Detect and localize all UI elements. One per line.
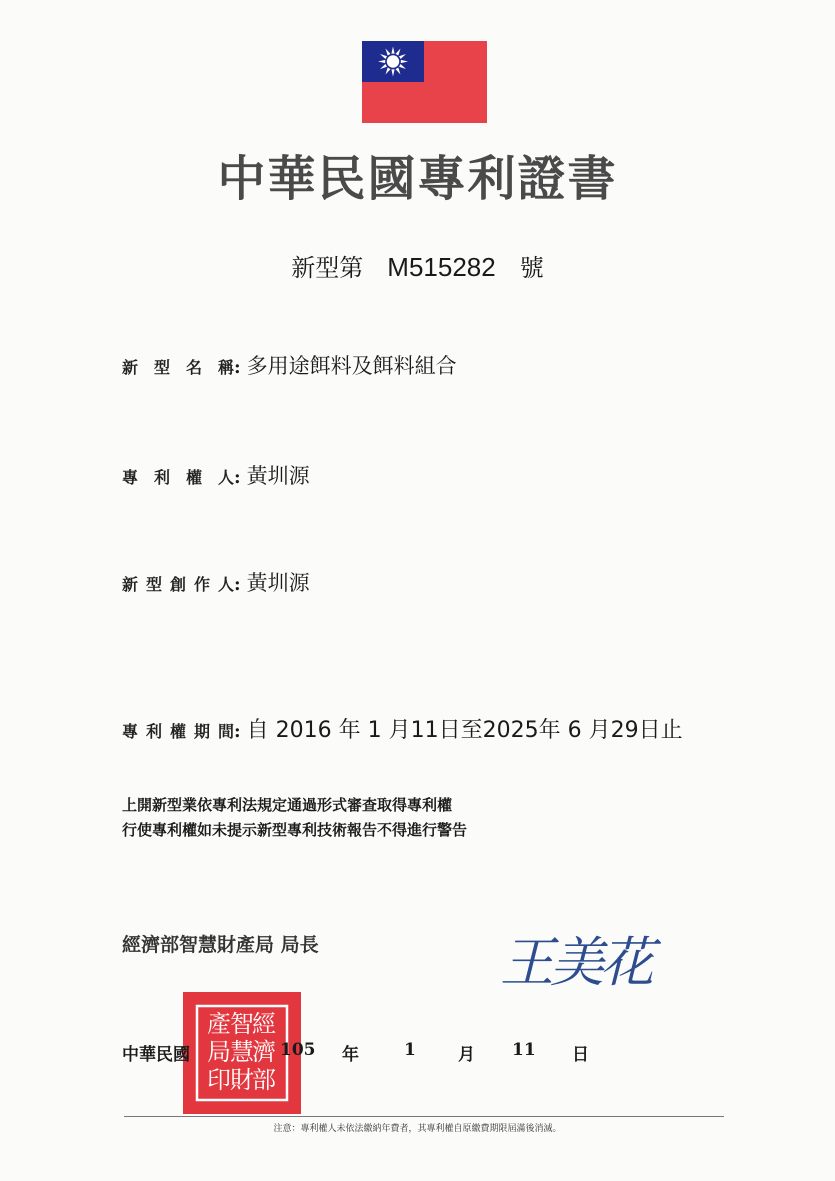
date-day-unit: 日 bbox=[572, 1045, 589, 1065]
date-month-unit: 月 bbox=[458, 1045, 475, 1065]
field-value: 自 2016 年 1 月11日至2025年 6 月29日止 bbox=[246, 718, 683, 743]
issuing-authority: 經濟部智慧財產局 局長 bbox=[122, 934, 319, 956]
issue-date bbox=[122, 1040, 642, 1064]
field-label: 新型創作人 bbox=[122, 575, 234, 594]
date-era: 中華民國 bbox=[122, 1045, 190, 1065]
svg-text:濟: 濟 bbox=[252, 1038, 276, 1066]
date-year: 105 bbox=[280, 1040, 316, 1060]
footnote: 注意：專利權人未依法繳納年費者，其專利權自原繳費期限屆滿後消滅。 bbox=[273, 1124, 562, 1134]
svg-text:印: 印 bbox=[207, 1066, 231, 1094]
footer-divider bbox=[124, 1116, 724, 1117]
svg-text:慧: 慧 bbox=[230, 1038, 254, 1066]
field-value: 黃圳源 bbox=[246, 571, 310, 595]
date-day: 11 bbox=[512, 1040, 536, 1060]
field-patent-period bbox=[122, 713, 683, 744]
date-month: 1 bbox=[404, 1040, 416, 1060]
field-separator: : bbox=[234, 357, 241, 378]
svg-text:經: 經 bbox=[252, 1010, 276, 1038]
notice-line: 行使專利權如未提示新型專利技術報告不得進行警告 bbox=[122, 821, 468, 839]
svg-text:局: 局 bbox=[207, 1038, 231, 1066]
svg-text:產: 產 bbox=[207, 1010, 231, 1038]
field-label: 專利權人 bbox=[122, 468, 234, 487]
field-label: 新型名稱 bbox=[122, 358, 234, 377]
notice-text bbox=[122, 793, 467, 843]
field-utility-model-name bbox=[122, 350, 457, 380]
svg-text:智: 智 bbox=[230, 1010, 254, 1038]
notice-line: 上開新型業依專利法規定通過形式審查取得專利權 bbox=[122, 796, 453, 814]
patent-number bbox=[0, 248, 835, 283]
field-patentee bbox=[122, 460, 310, 490]
patent-number-value: M515282 bbox=[387, 252, 496, 282]
field-label: 專利權期間 bbox=[122, 722, 234, 741]
field-separator: : bbox=[234, 574, 241, 595]
flag-icon bbox=[362, 41, 487, 123]
svg-text:財: 財 bbox=[230, 1066, 254, 1094]
field-separator: : bbox=[234, 467, 241, 488]
field-value: 多用途餌料及餌料組合 bbox=[246, 354, 457, 378]
date-year-unit: 年 bbox=[342, 1045, 359, 1065]
patent-number-suffix: 號 bbox=[519, 254, 544, 282]
svg-text:部: 部 bbox=[252, 1066, 276, 1094]
signature: 王美花 bbox=[500, 931, 650, 994]
field-separator: : bbox=[234, 721, 241, 742]
patent-number-prefix: 新型第 bbox=[291, 254, 364, 282]
field-value: 黃圳源 bbox=[246, 464, 310, 488]
field-creator bbox=[122, 567, 310, 597]
certificate-title: 中華民國專利證書 bbox=[217, 151, 618, 207]
